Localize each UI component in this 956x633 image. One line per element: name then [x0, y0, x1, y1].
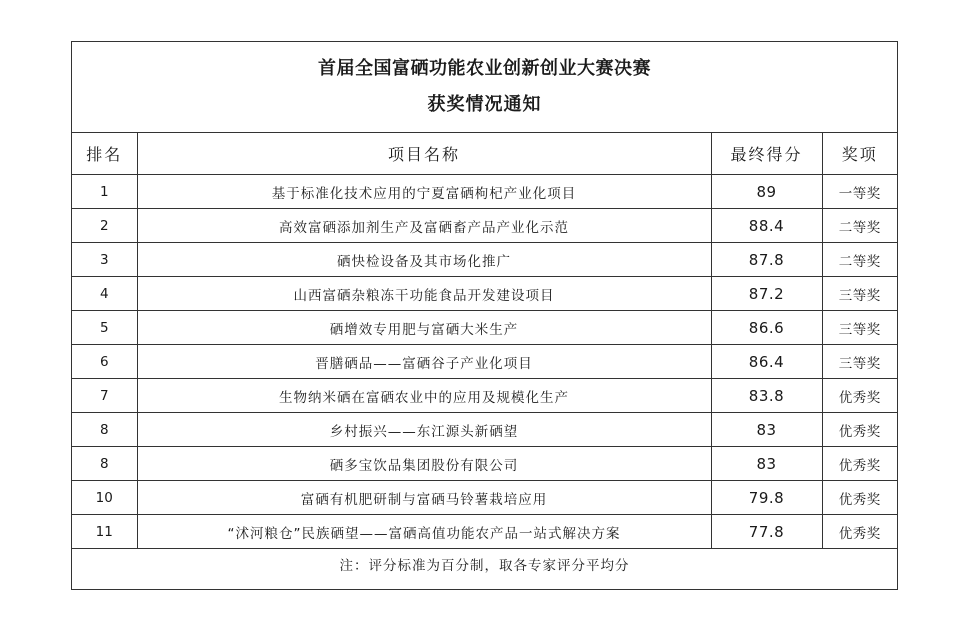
row-score: 88.4 — [711, 209, 822, 243]
row-award: 优秀奖 — [822, 515, 897, 549]
row-project: “沭河粮仓”民族硒望——富硒高值功能农产品一站式解决方案 — [137, 515, 711, 549]
row-rank: 10 — [72, 481, 137, 515]
row-score: 83 — [711, 413, 822, 447]
row-rank: 4 — [72, 277, 137, 311]
row-score: 86.6 — [711, 311, 822, 345]
row-award: 二等奖 — [822, 243, 897, 277]
row-award: 优秀奖 — [822, 481, 897, 515]
table-row — [72, 379, 897, 413]
table-row — [72, 345, 897, 379]
table-row — [72, 447, 897, 481]
row-project: 乡村振兴——东江源头新硒望 — [137, 413, 711, 447]
header-award: 奖项 — [822, 133, 897, 175]
award-notice-table — [71, 41, 898, 590]
row-award: 优秀奖 — [822, 447, 897, 481]
table-row — [72, 243, 897, 277]
row-score: 87.8 — [711, 243, 822, 277]
row-score: 86.4 — [711, 345, 822, 379]
row-rank: 3 — [72, 243, 137, 277]
row-award: 优秀奖 — [822, 413, 897, 447]
row-award: 二等奖 — [822, 209, 897, 243]
row-award: 一等奖 — [822, 175, 897, 209]
document-subtitle: 获奖情况通知 — [427, 94, 542, 115]
table-row — [72, 175, 897, 209]
title-block — [72, 42, 897, 133]
row-rank: 11 — [72, 515, 137, 549]
table-row — [72, 413, 897, 447]
row-rank: 6 — [72, 345, 137, 379]
header-rank: 排名 — [72, 133, 137, 175]
header-score: 最终得分 — [711, 133, 822, 175]
row-rank: 8 — [72, 413, 137, 447]
row-project: 基于标准化技术应用的宁夏富硒枸杞产业化项目 — [137, 175, 711, 209]
table-row — [72, 311, 897, 345]
row-project: 硒多宝饮品集团股份有限公司 — [137, 447, 711, 481]
results-table — [72, 133, 897, 549]
row-rank: 1 — [72, 175, 137, 209]
row-rank: 5 — [72, 311, 137, 345]
row-project: 硒快检设备及其市场化推广 — [137, 243, 711, 277]
row-project: 晋膳硒品——富硒谷子产业化项目 — [137, 345, 711, 379]
table-row — [72, 209, 897, 243]
row-project: 生物纳米硒在富硒农业中的应用及规模化生产 — [137, 379, 711, 413]
row-score: 77.8 — [711, 515, 822, 549]
table-row — [72, 277, 897, 311]
row-rank: 8 — [72, 447, 137, 481]
row-score: 79.8 — [711, 481, 822, 515]
row-project: 高效富硒添加剂生产及富硒畜产品产业化示范 — [137, 209, 711, 243]
row-award: 三等奖 — [822, 277, 897, 311]
row-rank: 7 — [72, 379, 137, 413]
row-score: 89 — [711, 175, 822, 209]
table-row — [72, 515, 897, 549]
row-award: 三等奖 — [822, 345, 897, 379]
row-award: 三等奖 — [822, 311, 897, 345]
scoring-note: 注：评分标准为百分制，取各专家评分平均分 — [339, 558, 630, 574]
row-score: 83.8 — [711, 379, 822, 413]
row-project: 山西富硒杂粮冻干功能食品开发建设项目 — [137, 277, 711, 311]
row-score: 87.2 — [711, 277, 822, 311]
row-score: 83 — [711, 447, 822, 481]
row-project: 硒增效专用肥与富硒大米生产 — [137, 311, 711, 345]
row-rank: 2 — [72, 209, 137, 243]
row-award: 优秀奖 — [822, 379, 897, 413]
table-row — [72, 481, 897, 515]
row-project: 富硒有机肥研制与富硒马铃薯栽培应用 — [137, 481, 711, 515]
header-project: 项目名称 — [137, 133, 711, 175]
header-row — [72, 133, 897, 175]
document-title: 首届全国富硒功能农业创新创业大赛决赛 — [318, 58, 651, 79]
